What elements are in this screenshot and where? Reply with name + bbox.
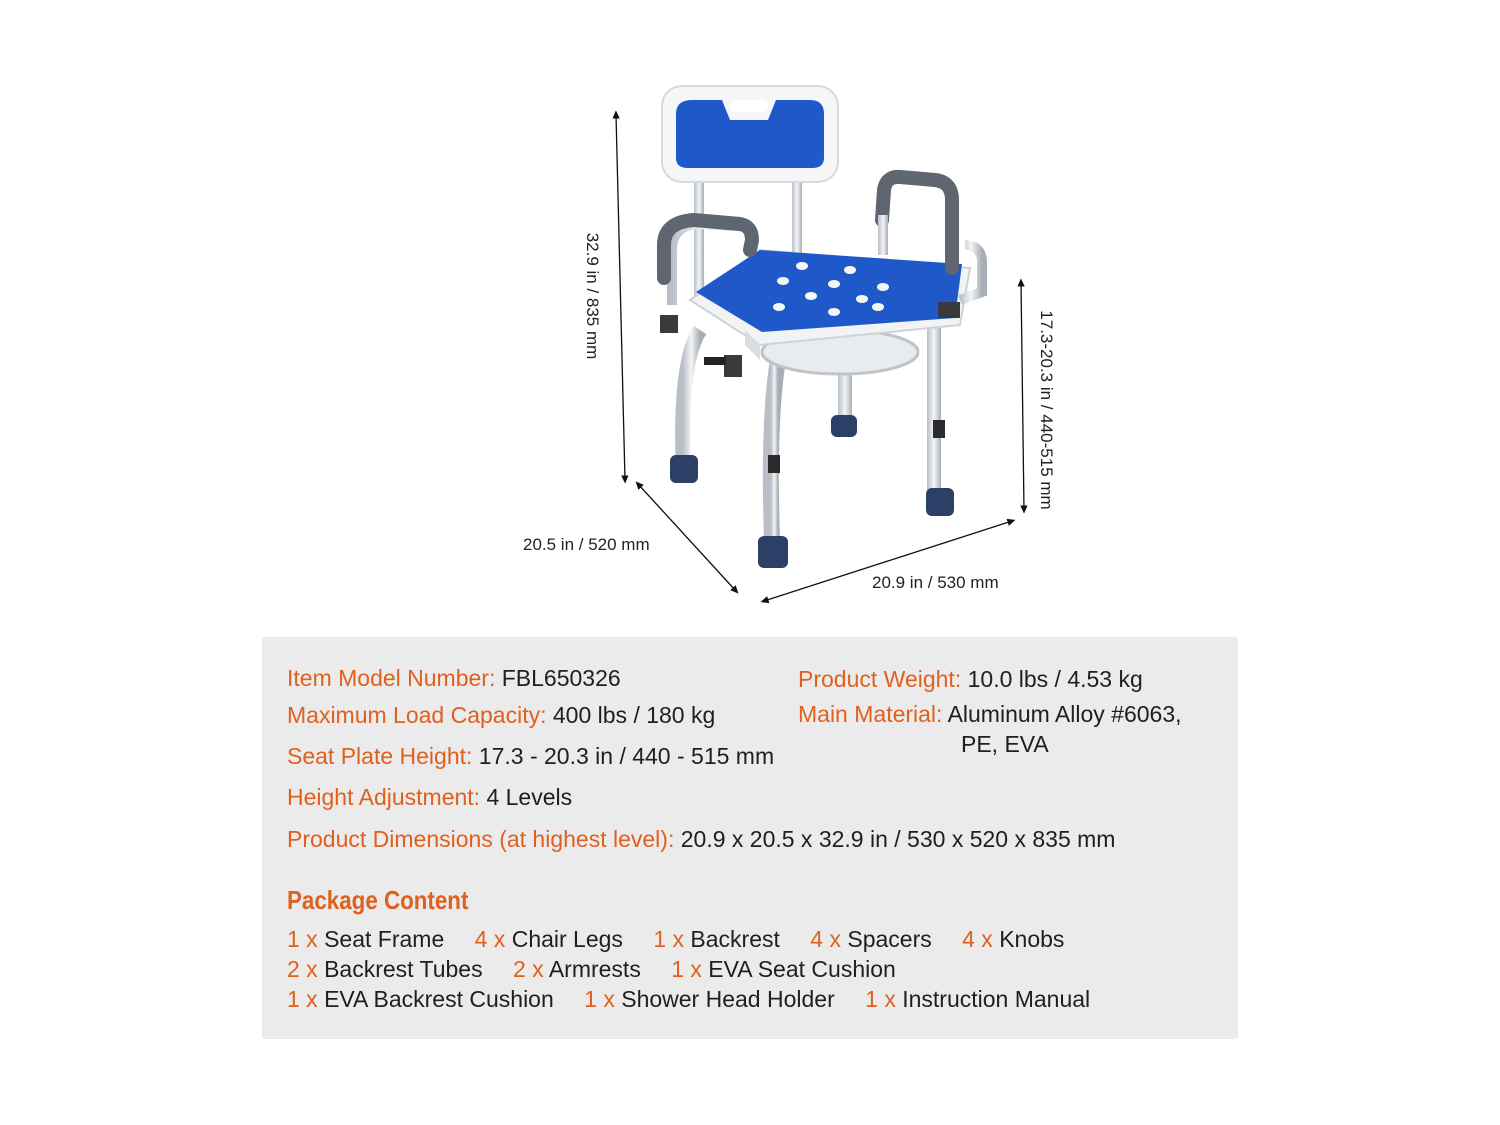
package-item-name: Armrests bbox=[548, 956, 641, 982]
package-item bbox=[671, 955, 896, 983]
spec-adjustment-label: Height Adjustment: bbox=[287, 784, 481, 810]
seat-height-arrow bbox=[1021, 282, 1024, 510]
depth-arrow bbox=[638, 484, 736, 591]
package-row-1 bbox=[287, 925, 1088, 953]
spec-panel bbox=[262, 637, 1238, 1039]
package-item-qty: 1 x bbox=[653, 926, 685, 952]
spec-seat-height-label: Seat Plate Height: bbox=[287, 743, 473, 769]
package-item-name: Knobs bbox=[999, 926, 1065, 952]
package-item-name: EVA Backrest Cushion bbox=[324, 986, 554, 1012]
package-item bbox=[513, 955, 641, 983]
spec-weight bbox=[798, 665, 1143, 693]
seat-height-dimension-label: 17.3-20.3 in / 440-515 mm bbox=[1037, 310, 1056, 510]
package-item-name: Chair Legs bbox=[511, 926, 623, 952]
package-row-3 bbox=[287, 985, 1114, 1013]
package-item bbox=[962, 925, 1064, 953]
package-item-qty: 4 x bbox=[474, 926, 506, 952]
package-item bbox=[653, 925, 780, 953]
package-item-name: Shower Head Holder bbox=[621, 986, 835, 1012]
package-item-qty: 1 x bbox=[584, 986, 615, 1012]
spec-material bbox=[798, 700, 1182, 728]
package-item bbox=[810, 925, 931, 953]
package-item-qty: 1 x bbox=[287, 926, 318, 952]
package-item-name: Instruction Manual bbox=[902, 986, 1091, 1012]
package-item-qty: 4 x bbox=[962, 926, 993, 952]
package-item-qty: 2 x bbox=[287, 956, 318, 982]
depth-dimension-label: 20.5 in / 520 mm bbox=[523, 535, 650, 554]
package-row-2 bbox=[287, 955, 920, 983]
spec-model bbox=[287, 664, 621, 692]
package-item bbox=[584, 985, 835, 1013]
height-arrow bbox=[616, 114, 625, 480]
spec-load bbox=[287, 701, 715, 729]
spec-weight-label: Product Weight: bbox=[798, 666, 962, 692]
package-content-title: Package Content bbox=[287, 885, 469, 915]
package-item bbox=[287, 955, 483, 983]
height-dimension-label: 32.9 in / 835 mm bbox=[583, 232, 602, 360]
package-item bbox=[287, 985, 554, 1013]
spec-weight-value: 10.0 lbs / 4.53 kg bbox=[967, 666, 1143, 692]
package-item-qty: 1 x bbox=[287, 986, 318, 1012]
spec-material-value-line2: PE, EVA bbox=[961, 731, 1049, 757]
package-item bbox=[865, 985, 1090, 1013]
spec-material-label: Main Material: bbox=[798, 701, 943, 727]
package-item-qty: 4 x bbox=[810, 926, 841, 952]
spec-model-label: Item Model Number: bbox=[287, 665, 496, 691]
spec-seat-height bbox=[287, 742, 774, 770]
width-dimension-label: 20.9 in / 530 mm bbox=[872, 573, 999, 592]
spec-seat-height-value: 17.3 - 20.3 in / 440 - 515 mm bbox=[478, 743, 775, 769]
spec-load-label: Maximum Load Capacity: bbox=[287, 702, 547, 728]
spec-model-value: FBL650326 bbox=[501, 665, 621, 691]
spec-dimensions bbox=[287, 825, 1115, 853]
package-item-qty: 1 x bbox=[671, 956, 702, 982]
package-item-qty: 1 x bbox=[865, 986, 896, 1012]
spec-adjustment bbox=[287, 783, 572, 811]
spec-material-value-line1: Aluminum Alloy #6063, bbox=[947, 701, 1182, 727]
package-item-name: Backrest bbox=[690, 926, 780, 952]
spec-dimensions-label: Product Dimensions (at highest level): bbox=[287, 826, 675, 852]
package-item bbox=[475, 925, 623, 953]
package-item-name: Seat Frame bbox=[324, 926, 445, 952]
spec-dimensions-value: 20.9 x 20.5 x 32.9 in / 530 x 520 x 835 mm bbox=[680, 826, 1116, 852]
spec-load-value: 400 lbs / 180 kg bbox=[552, 702, 716, 728]
package-item-name: Spacers bbox=[847, 926, 932, 952]
package-item bbox=[287, 925, 444, 953]
spec-adjustment-value: 4 Levels bbox=[486, 784, 573, 810]
package-item-name: EVA Seat Cushion bbox=[708, 956, 896, 982]
package-item-name: Backrest Tubes bbox=[324, 956, 483, 982]
package-item-qty: 2 x bbox=[513, 956, 544, 982]
